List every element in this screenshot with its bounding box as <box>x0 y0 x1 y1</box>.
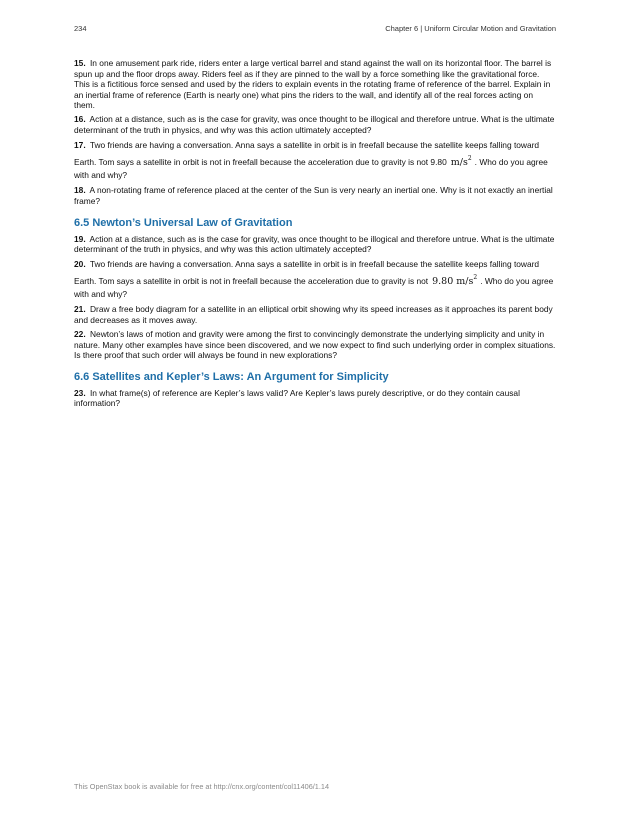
question-text: A non-rotating frame of reference placed at the center of the Sun is very nearly an inertial one. Why is it not exactly an inertial frame? <box>74 185 553 206</box>
question-17 <box>74 139 556 182</box>
question-number: 16. <box>74 114 86 125</box>
unit-exponent: 2 <box>473 274 478 282</box>
value: 9.80 <box>432 276 454 288</box>
question-15 <box>74 58 556 111</box>
section-heading-6-5: 6.5 Newton’s Universal Law of Gravitation <box>74 216 293 229</box>
page-header <box>74 24 556 38</box>
question-text: Action at a distance, such as is the case for gravity, was once thought to be illogical and therefore untrue. What is the ultimate determinant of the truth in physics, and why was this action ultimately accepted? <box>74 233 555 255</box>
question-16 <box>74 114 556 135</box>
question-18 <box>74 185 556 206</box>
question-text: Action at a distance, such as is the case for gravity, was once thought to be illogical and therefore untrue. What is the ultimate determinant of the truth in physics, and why was this action ultimately accepted? <box>74 114 555 135</box>
question-number: 23. <box>74 387 86 398</box>
page-number: 234 <box>74 24 87 33</box>
question-text-end: . Who do you agree with and why? <box>74 156 548 180</box>
question-21 <box>74 304 556 325</box>
question-number: 18. <box>74 185 86 196</box>
question-text: Draw a free body diagram for a satellite in an elliptical orbit showing why its speed increases as it approaches its parent body and decreases as it moves away. <box>74 304 553 326</box>
unit: m/s <box>450 156 468 168</box>
unit: m/s <box>456 276 474 288</box>
page-content <box>74 58 556 412</box>
question-number: 15. <box>74 58 86 68</box>
question-number: 20. <box>74 259 86 270</box>
question-text-end: . Who do you agree with and why? <box>74 276 554 300</box>
question-19 <box>74 234 556 255</box>
question-text: Two friends are having a conversation. Anna says a satellite in orbit is in freefall because the satellite keeps falling toward Earth. Tom says a satellite in orbit is not in freefall because the acceleration due to gravity is not <box>74 259 540 287</box>
unit-expression <box>447 154 475 168</box>
unit-exponent: 2 <box>467 154 472 162</box>
question-number: 21. <box>74 304 86 315</box>
question-22 <box>74 329 556 361</box>
question-text: In what frame(s) of reference are Kepler’s laws valid? Are Kepler’s laws purely descriptive, or do they contain causal information? <box>74 387 520 409</box>
chapter-title: Chapter 6 | Uniform Circular Motion and Gravitation <box>385 24 556 33</box>
question-text: Two friends are having a conversation. Anna says a satellite in orbit is in freefall because the satellite keeps falling toward Earth. Tom says a satellite in orbit is not in freefall because the acceleration due to gravity is not 9.80 <box>74 139 540 167</box>
value-expression <box>428 276 480 287</box>
question-number: 22. <box>74 329 86 340</box>
question-number: 17. <box>74 139 86 150</box>
question-text: In one amusement park ride, riders enter a large vertical barrel and stand against the wall on its horizontal floor. The barrel is spun up and the floor drops away. Riders feel as if they are pinned to the wall by a force something like the gravitational force. This is a fictitious force sensed and used by the riders to explain events in the rotating frame of reference of the barrel. Explain in an inertial frame of reference (Earth is nearly one) what pins the riders to the wall, and identify all of the real forces acting on them. <box>74 58 552 111</box>
section-heading-6-6: 6.6 Satellites and Kepler’s Laws: An Argument for Simplicity <box>74 370 389 383</box>
question-text: Newton’s laws of motion and gravity were among the first to convincingly demonstrate the underlying simplicity and unity in nature. Many other examples have since been discovered, and we now expect to find such underlying order in complex situations. Is there proof that such order will always be found in new explorations? <box>74 329 556 361</box>
page-footer: This OpenStax book is available for free at http://cnx.org/content/col11406/1.14 <box>74 782 330 791</box>
question-23 <box>74 388 556 409</box>
question-20 <box>74 258 556 301</box>
question-number: 19. <box>74 233 86 244</box>
